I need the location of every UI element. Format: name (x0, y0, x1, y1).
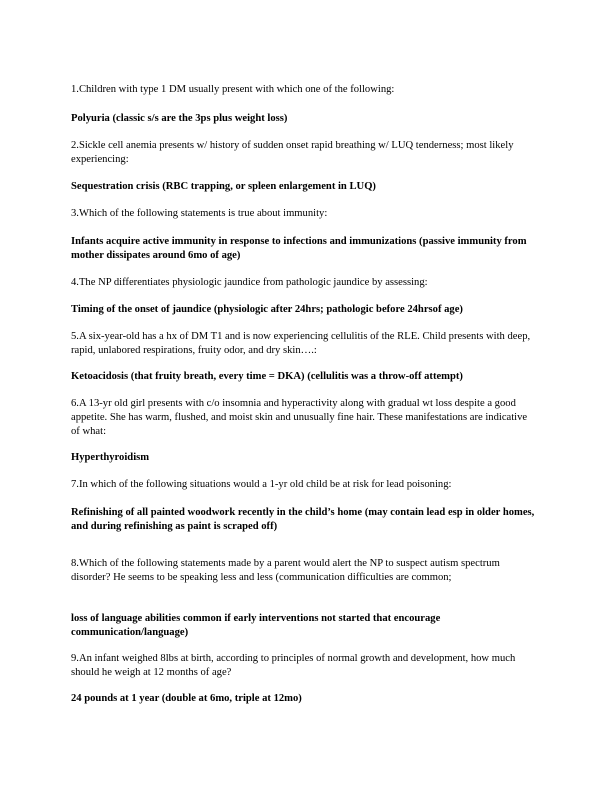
question-7: 7.In which of the following situations would a 1-yr old child be at risk for lead poisoning: (71, 479, 452, 490)
question-3: 3.Which of the following statements is true about immunity: (71, 208, 328, 219)
answer-6: Hyperthyroidism (71, 452, 150, 463)
question-6: 6.A 13-yr old girl presents with c/o insomnia and hyperactivity along with gradual wt loss despite a good appetite. She has warm, flushed, and moist skin and unusually fine hair. These manifestations are indicative of what: (71, 398, 528, 437)
answer-4: Timing of the onset of jaundice (physiologic after 24hrs; pathologic before 24hrsof age) (71, 304, 463, 315)
answer-1: Polyuria (classic s/s are the 3ps plus weight loss) (71, 113, 288, 124)
answer-2: Sequestration crisis (RBC trapping, or spleen enlargement in LUQ) (71, 181, 376, 192)
question-8: 8.Which of the following statements made by a parent would alert the NP to suspect autism spectrum disorder? He seems to be speaking less and less (communication difficulties are common; (71, 558, 500, 583)
question-4: 4.The NP differentiates physiologic jaundice from pathologic jaundice by assessing: (71, 277, 428, 288)
question-2: 2.Sickle cell anemia presents w/ history of sudden onset rapid breathing w/ LUQ tenderness; most likely experiencing: (71, 140, 514, 165)
answer-5: Ketoacidosis (that fruity breath, every time = DKA) (cellulitis was a throw-off attempt) (71, 371, 463, 382)
answer-3: Infants acquire active immunity in response to infections and immunizations (passive immunity from mother dissipates around 6mo of age) (71, 236, 527, 261)
question-9: 9.An infant weighed 8lbs at birth, according to principles of normal growth and development, how much should he weigh at 12 months of age? (71, 653, 516, 678)
question-1: 1.Children with type 1 DM usually present with which one of the following: (71, 84, 395, 95)
answer-8: loss of language abilities common if early interventions not started that encourage communication/language) (71, 613, 441, 638)
answer-7: Refinishing of all painted woodwork recently in the child’s home (may contain lead esp in older homes, and during refinishing as paint is scraped off) (71, 507, 535, 532)
question-5: 5.A six-year-old has a hx of DM T1 and is now experiencing cellulitis of the RLE. Child presents with deep, rapid, unlabored respirations, fruity odor, and dry skin….: (71, 331, 531, 356)
answer-9: 24 pounds at 1 year (double at 6mo, triple at 12mo) (71, 693, 302, 704)
